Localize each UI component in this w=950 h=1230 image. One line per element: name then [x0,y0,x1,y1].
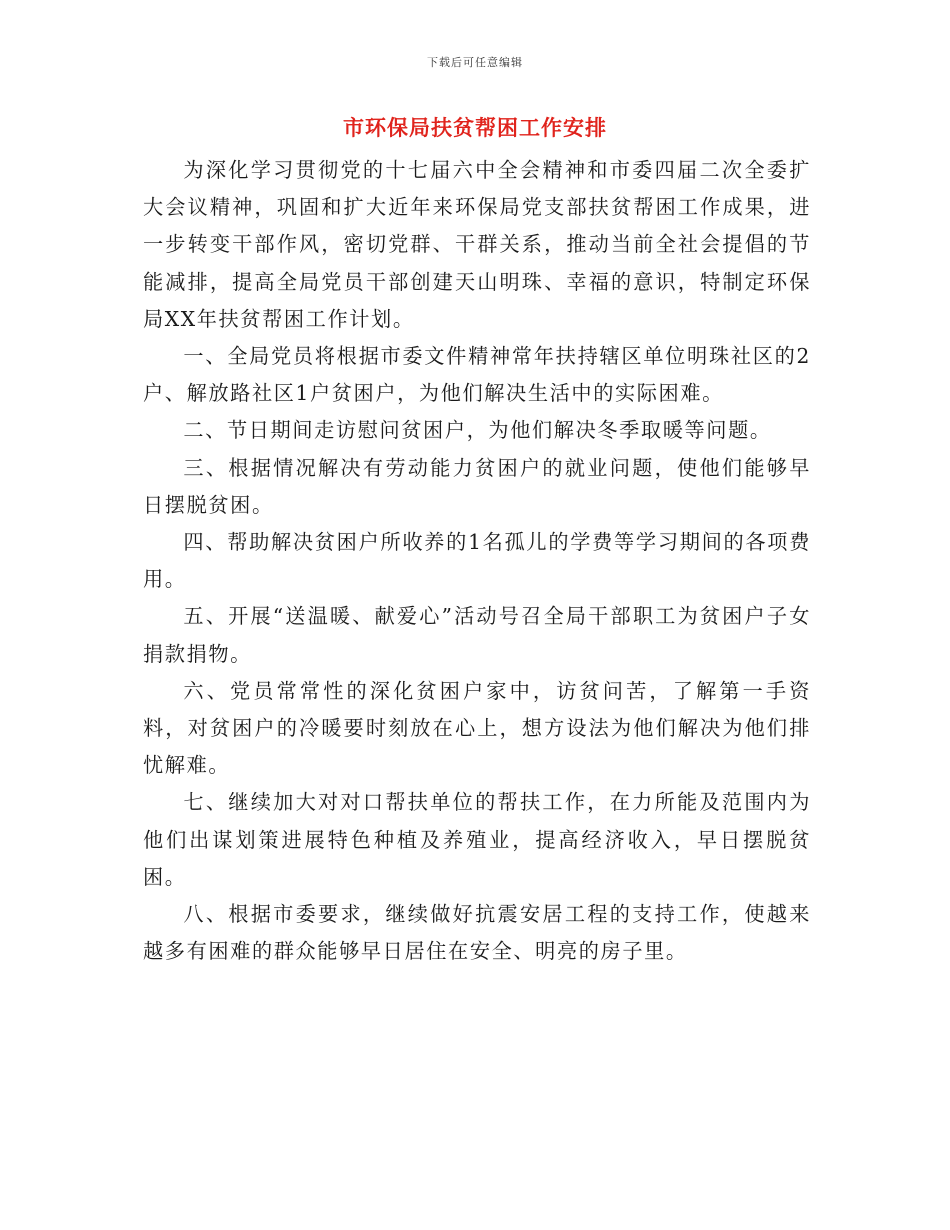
header-note: 下载后可任意编辑 [427,56,523,69]
paragraph-item-2: 二、节日期间走访慰问贫困户，为他们解决冬季取暖等问题。 [183,418,772,443]
paragraph-item-8: 八、根据市委要求，继续做好抗震安居工程的支持工作，使越来越多有困难的群众能够早日居住在安全、明亮的房子里。 [143,902,811,964]
paragraph-item-5: 五、开展“送温暖、献爱心”活动号召全局干部职工为贫困户子女捐款捐物。 [143,604,811,666]
paragraph-intro: 为深化学习贯彻党的十七届六中全会精神和市委四届二次全委扩大会议精神，巩固和扩大近年来环保局党支部扶贫帮困工作成果，进一步转变干部作风，密切党群、干群关系，推动当前全社会提倡的节能减排，提高全局党员干部创建天山明珠、幸福的意识，特制定环保局XX年扶贫帮困工作计划。 [143,158,811,331]
paragraph-item-4: 四、帮助解决贫困户所收养的1名孤儿的学费等学习期间的各项费用。 [143,530,811,592]
paragraph-item-3: 三、根据情况解决有劳动能力贫困户的就业问题，使他们能够早日摆脱贫困。 [143,455,811,517]
paragraph-item-6: 六、党员常常性的深化贫困户家中，访贫问苦，了解第一手资料，对贫困户的冷暖要时刻放在心上，想方设法为他们解决为他们排忧解难。 [143,678,811,778]
paragraph-item-1: 一、全局党员将根据市委文件精神常年扶持辖区单位明珠社区的2户、解放路社区1户贫困户，为他们解决生活中的实际困难。 [143,344,811,406]
document-title: 市环保局扶贫帮困工作安排 [343,115,607,140]
document-body [143,152,811,970]
paragraph-item-7: 七、继续加大对对口帮扶单位的帮扶工作，在力所能及范围内为他们出谋划策进展特色种植及养殖业，提高经济收入，早日摆脱贫困。 [143,790,811,889]
